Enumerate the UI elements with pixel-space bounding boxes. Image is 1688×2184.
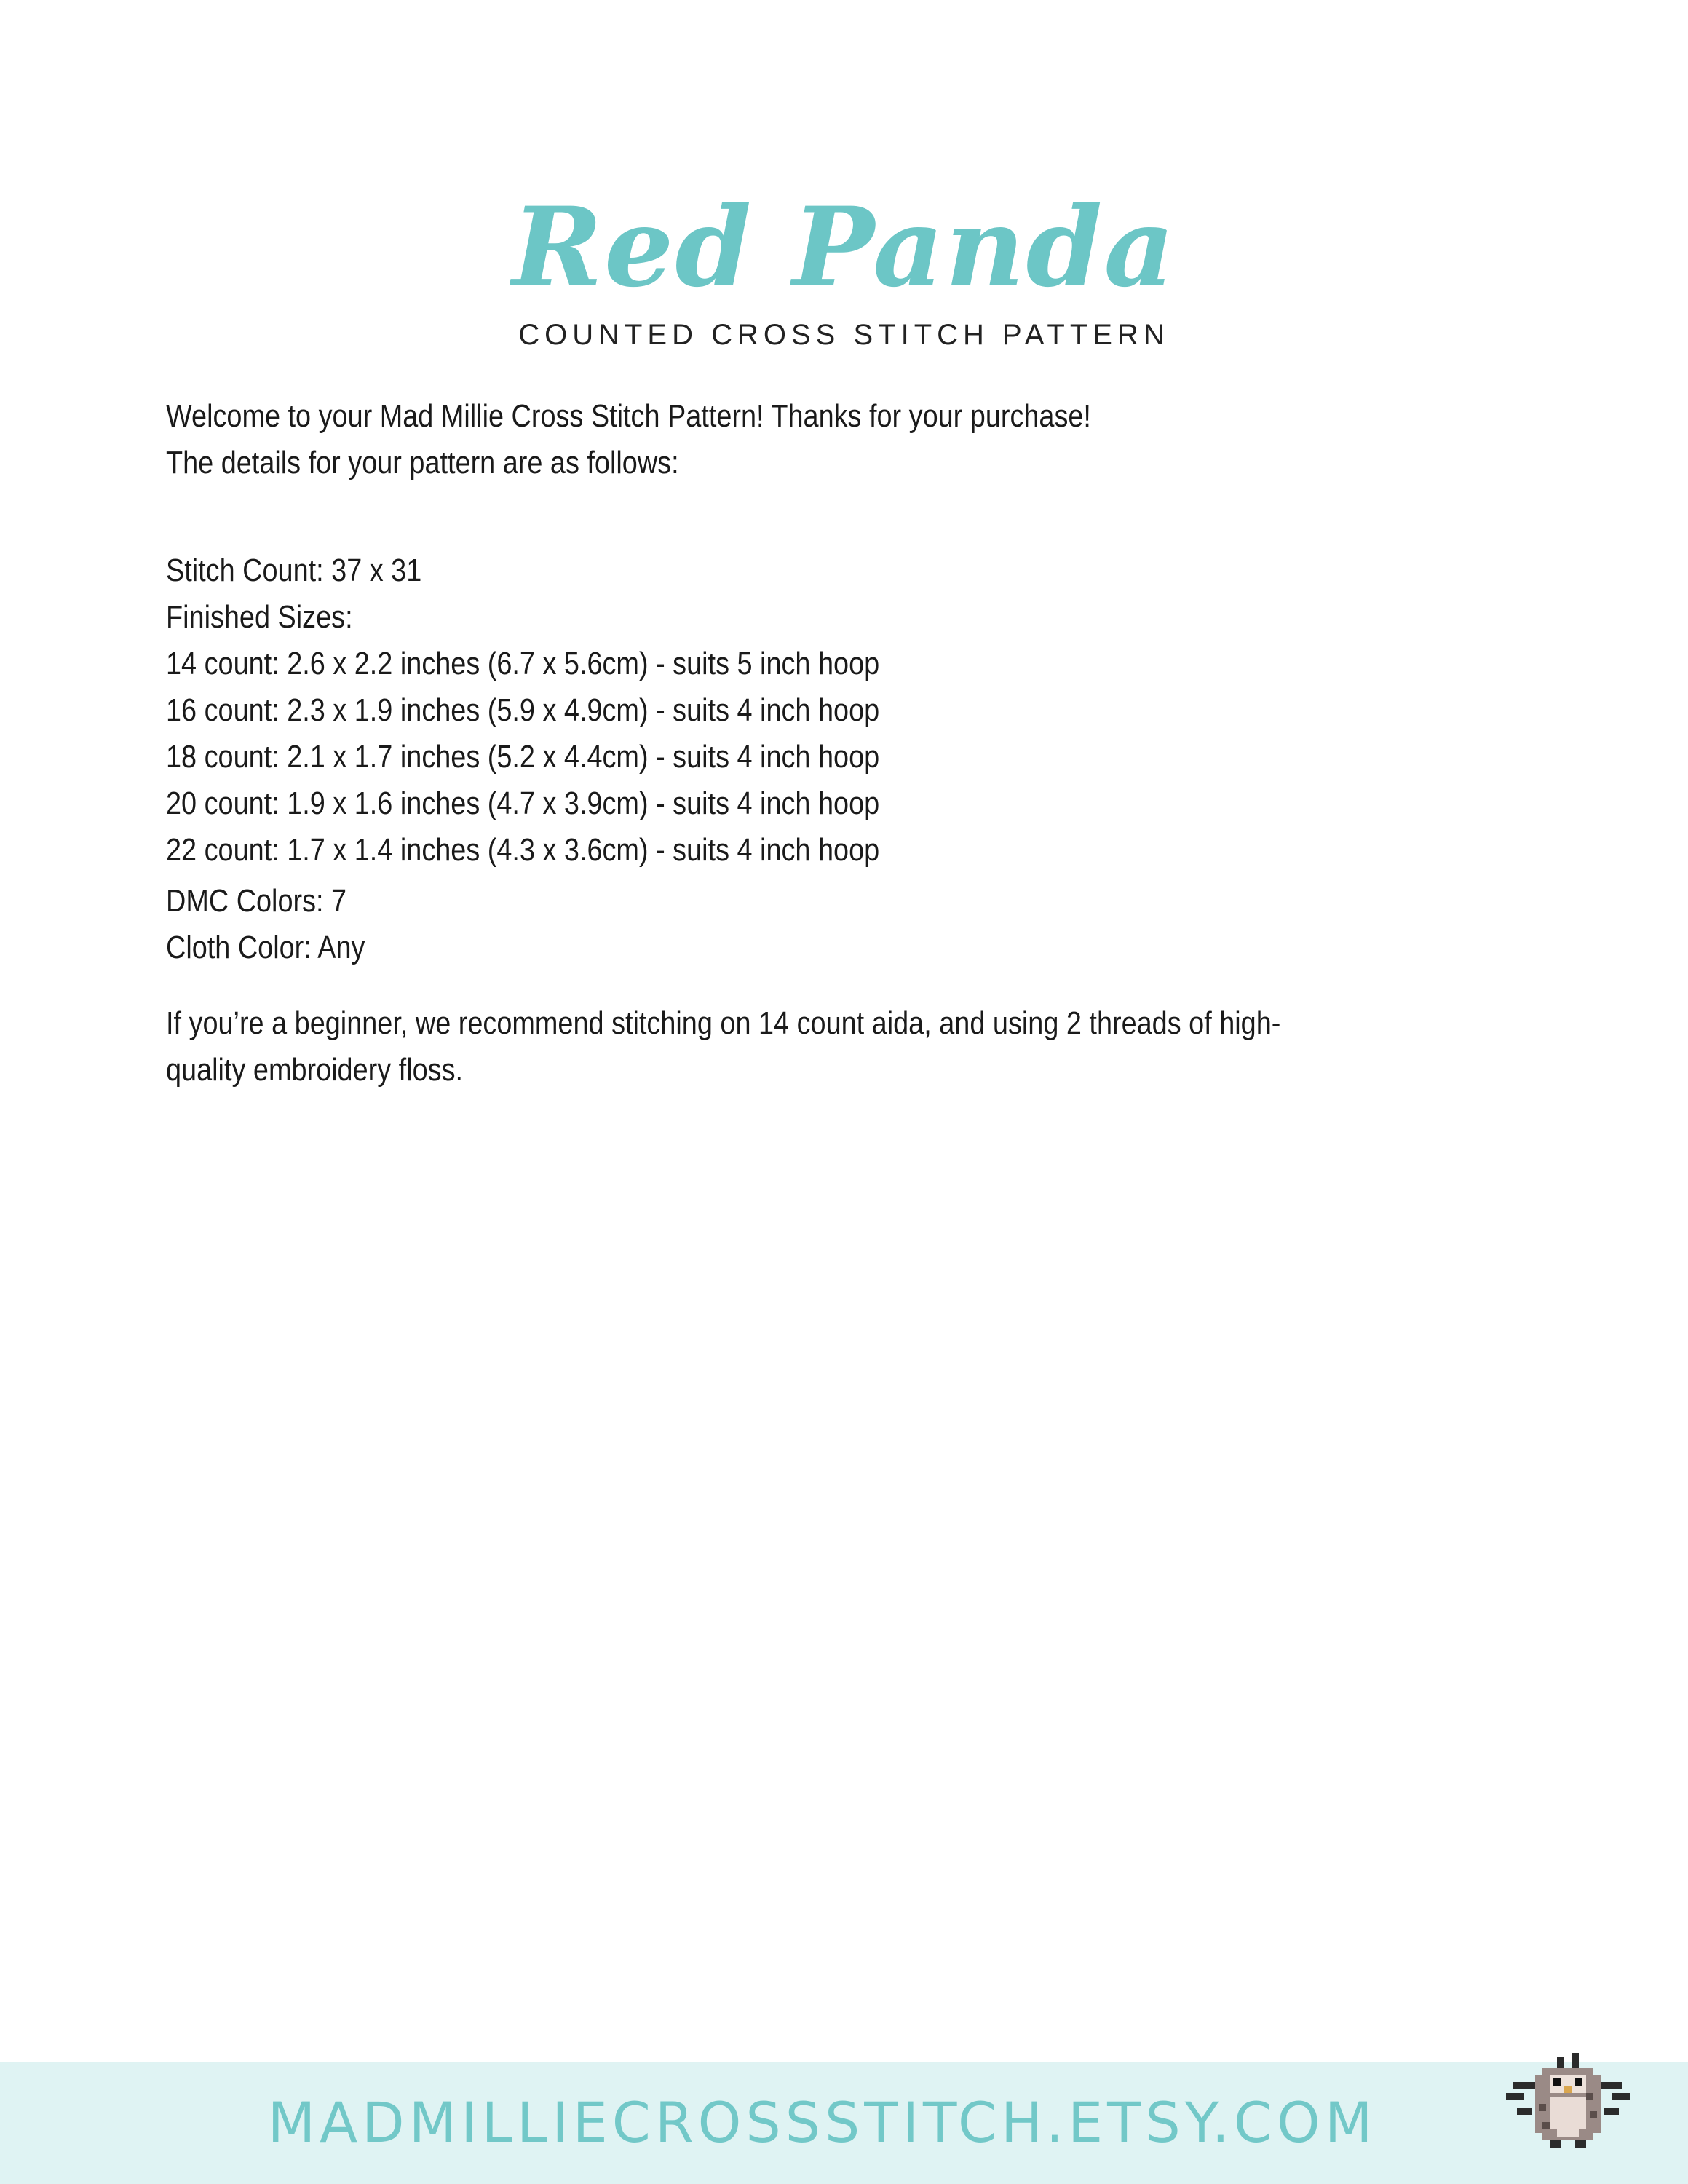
stitch-count: Stitch Count: 37 x 31 [166, 553, 422, 588]
size-line: 20 count: 1.9 x 1.6 inches (4.7 x 3.9cm) - suits 4 inch hoop [166, 786, 880, 821]
shop-url: MADMILLIECROSSSTITCH.ETSY.COM [267, 2090, 1377, 2155]
size-line: 14 count: 2.6 x 2.2 inches (6.7 x 5.6cm) - suits 5 inch hoop [166, 646, 880, 681]
finished-sizes-label: Finished Sizes: [166, 599, 353, 635]
beginner-advice: If you’re a beginner, we recommend stitching on 14 count aida, and using 2 threads of high-quality embroidery floss. [166, 1005, 1281, 1088]
page-title: Red Panda [512, 183, 1176, 312]
title-block [0, 182, 1688, 352]
size-line: 18 count: 2.1 x 1.7 inches (5.2 x 4.4cm) - suits 4 inch hoop [166, 739, 880, 775]
dmc-colors: DMC Colors: 7 [166, 883, 347, 919]
pattern-details [166, 393, 1331, 1093]
page-subtitle: COUNTED CROSS STITCH PATTERN [518, 319, 1170, 351]
size-line: 16 count: 2.3 x 1.9 inches (5.9 x 4.9cm) - suits 4 inch hoop [166, 692, 880, 728]
size-line: 22 count: 1.7 x 1.4 inches (4.3 x 3.6cm) - suits 4 inch hoop [166, 832, 880, 868]
pixel-bird-mascot-icon [1506, 2046, 1630, 2155]
intro-line-1: Welcome to your Mad Millie Cross Stitch Pattern! Thanks for your purchase! [166, 398, 1091, 434]
footer-banner [0, 2062, 1688, 2184]
cloth-color: Cloth Color: Any [166, 930, 365, 965]
intro-line-2: The details for your pattern are as follows: [166, 445, 679, 480]
